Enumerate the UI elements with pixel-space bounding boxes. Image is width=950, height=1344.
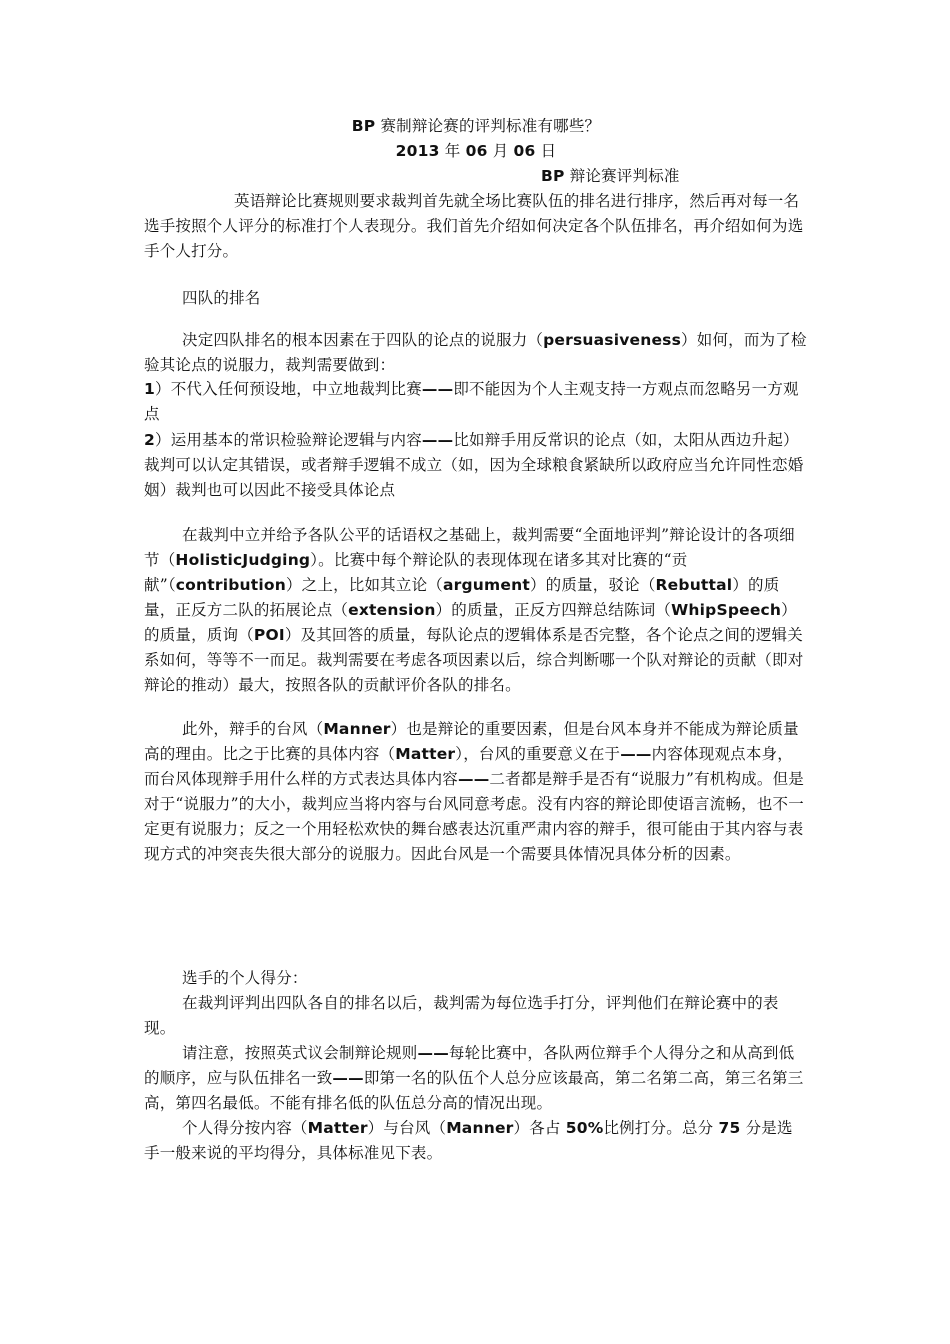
document-date: 2013 年 06 月 06 日 [395, 142, 557, 160]
document-subtitle: BP 辩论赛评判标准 [541, 167, 680, 185]
paragraph-holistic-judging: 在裁判中立并给予各队公平的话语权之基础上，裁判需要“全面地评判”辩论设计的各项细节（HolisticJudging）。比赛中每个辩论队的表现体现在诸多其对比赛的“贡献”（contribution）之上，比如其立论（argument）的质量，驳论（Rebuttal）的质量，正反方二队的拓展论点（extension）的质量，正反方四辩总结陈词（WhipSpeech）的质量，质询（POI）及其回答的质量，每队论点的逻辑体系是否完整，各个论点之间的逻辑关系如何，等等不一而足。裁判需要在考虑各项因素以后，综合判断哪一个队对辩论的贡献（即对辩论的推动）最大，按照各队的贡献评价各队的排名。 [144, 526, 804, 694]
paragraph-score-weighting: 个人得分按内容（Matter）与台风（Manner）各占 50%比例打分。总分 75 分是选手一般来说的平均得分，具体标准见下表。 [144, 1119, 793, 1162]
paragraph-manner: 此外，辩手的台风（Manner）也是辩论的重要因素，但是台风本身并不能成为辩论质量高的理由。比之于比赛的具体内容（Matter），台风的重要意义在于——内容体现观点本身，而台风体现辩手用什么样的方式表达具体内容——二者都是辩手是否有“说服力”有机构成。但是对于“说服力”的大小，裁判应当将内容与台风同意考虑。没有内容的辩论即使语言流畅，也不一定更有说服力；反之一个用轻松欢快的舞台感表达沉重严肃内容的辩手，很可能由于其内容与表现方式的冲突丧失很大部分的说服力。因此台风是一个需要具体情况具体分析的因素。 [144, 720, 804, 863]
section-heading-team-ranking: 四队的排名 [182, 289, 261, 307]
document-title: BP 赛制辩论赛的评判标准有哪些？ [351, 117, 601, 135]
paragraph-score-order: 请注意，按照英式议会制辩论规则——每轮比赛中，各队两位辩手个人得分之和从高到低的顺序，应与队伍排名一致——即第一名的队伍个人总分应该最高，第二名第二高，第三名第三高，第四名最低。不能有排名低的队伍总分高的情况出现。 [144, 1044, 804, 1112]
section-heading-individual-scores: 选手的个人得分： [182, 969, 308, 987]
paragraph-scoring-intro: 在裁判评判出四队各自的排名以后，裁判需为每位选手打分，评判他们在辩论赛中的表现。 [144, 994, 779, 1037]
list-item-1: 1）不代入任何预设地，中立地裁判比赛——即不能因为个人主观支持一方观点而忽略另一方观点 [144, 380, 799, 423]
list-item-2: 2）运用基本的常识检验辩论逻辑与内容——比如辩手用反常识的论点（如，太阳从西边升起）裁判可以认定其错误，或者辩手逻辑不成立（如，因为全球粮食紧缺所以政府应当允许同性恋婚姻）裁判也可以因此不接受具体论点 [144, 431, 804, 499]
paragraph-persuasiveness: 决定四队排名的根本因素在于四队的论点的说服力（persuasiveness）如何，而为了检验其论点的说服力，裁判需要做到： [144, 331, 807, 374]
intro-paragraph: 英语辩论比赛规则要求裁判首先就全场比赛队伍的排名进行排序，然后再对每一名选手按照个人评分的标准打个人表现分。我们首先介绍如何决定各个队伍排名，再介绍如何为选手个人打分。 [144, 192, 804, 260]
